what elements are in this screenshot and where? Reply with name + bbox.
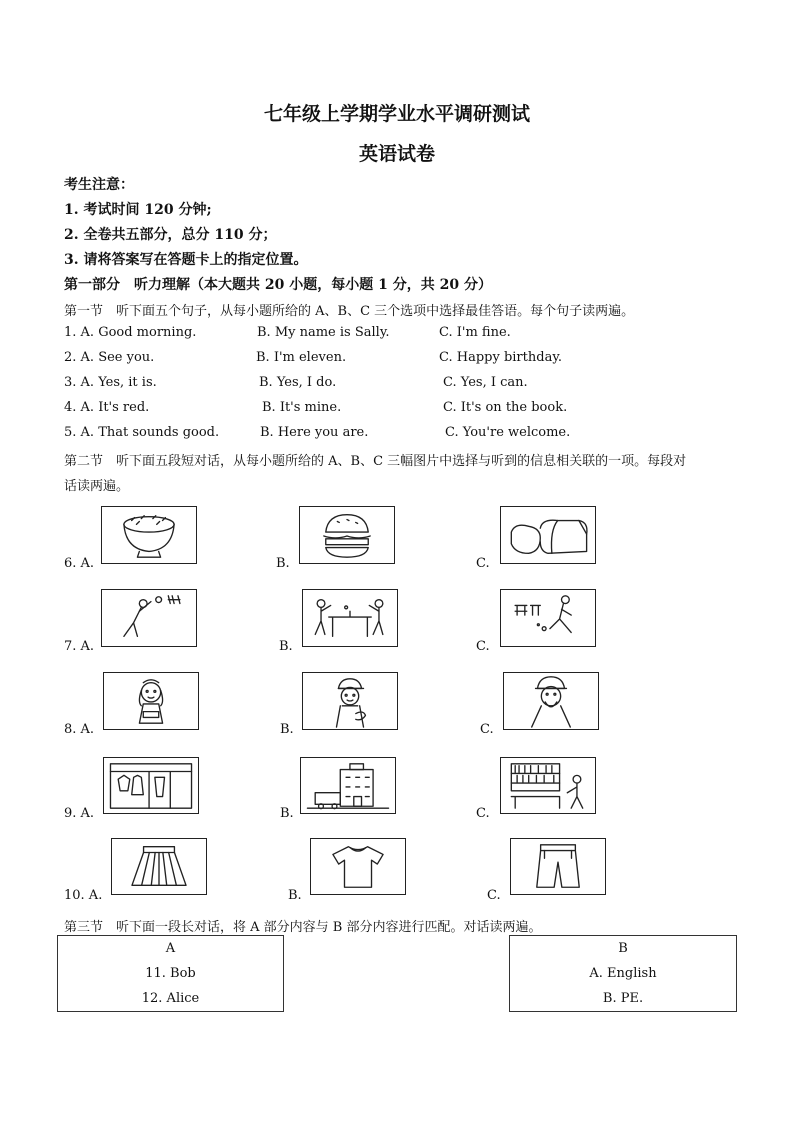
note-item: 2. 全卷共五部分，总分 110 分； [64, 227, 277, 243]
question-option-a: 2. A. See you. [64, 350, 155, 365]
table-cell: B. PE. [602, 991, 644, 1006]
section2-instruction: 第二节 听下面五段短对话，从每小题所给的 A、B、C 三幅图片中选择与听到的信息相关联的一项。每段对 [64, 454, 687, 469]
notes-heading: 考生注意： [64, 177, 134, 193]
question-option-c: C. Happy birthday. [439, 350, 563, 365]
library-icon [500, 757, 596, 814]
picture-option-c-label: C. [487, 888, 501, 903]
table-cell: 11. Bob [145, 966, 196, 981]
picture-option-a-label: 8. A. [64, 722, 95, 737]
picture-option-a-label: 6. A. [64, 556, 95, 571]
old-man-icon [503, 672, 599, 730]
part1-heading: 第一部分 听力理解（本大题共 20 小题，每小题 1 分，共 20 分） [64, 277, 492, 293]
picture-option-a-label: 9. A. [64, 806, 95, 821]
football-player-icon [500, 589, 596, 647]
pants-icon [510, 838, 606, 895]
section1-instruction: 第一节 听下面五个句子，从每小题所给的 A、B、C 三个选项中选择最佳答语。每个句子读两遍。 [64, 304, 635, 319]
picture-option-a-label: 10. A. [64, 888, 103, 903]
picture-option-b-label: B. [288, 888, 302, 903]
matching-table-a [57, 935, 284, 1012]
picture-option-b-label: B. [279, 639, 293, 654]
question-option-a: 4. A. It's red. [64, 400, 150, 415]
picture-option-c-label: C. [476, 806, 490, 821]
picture-option-c-label: C. [476, 556, 490, 571]
question-option-c: C. Yes, I can. [443, 375, 528, 390]
volleyball-player-icon [101, 589, 197, 647]
picture-option-a-label: 7. A. [64, 639, 95, 654]
school-building-icon [300, 757, 396, 814]
skirt-icon [111, 838, 207, 895]
ping-pong-players-icon [302, 589, 398, 647]
section2-instruction: 话读两遍。 [64, 479, 130, 494]
note-item: 3. 请将答案写在答题卡上的指定位置。 [64, 252, 308, 268]
table-header: B [618, 941, 628, 956]
page-subtitle: 英语试卷 [358, 143, 435, 165]
question-option-b: B. Here you are. [260, 425, 369, 440]
question-option-a: 1. A. Good morning. [64, 325, 197, 340]
picture-option-c-label: C. [476, 639, 490, 654]
picture-option-b-label: B. [280, 722, 294, 737]
question-option-c: C. It's on the book. [443, 400, 568, 415]
question-option-c: C. You're welcome. [445, 425, 571, 440]
page-title: 七年级上学期学业水平调研测试 [263, 103, 530, 125]
question-option-c: C. I'm fine. [439, 325, 511, 340]
note-item: 1. 考试时间 120 分钟; [64, 202, 212, 218]
picture-option-b-label: B. [276, 556, 290, 571]
picture-option-c-label: C. [480, 722, 494, 737]
question-option-a: 5. A. That sounds good. [64, 425, 220, 440]
question-option-b: B. It's mine. [262, 400, 342, 415]
bread-icon [500, 506, 596, 564]
clothes-store-icon [103, 757, 199, 814]
hamburger-icon [299, 506, 395, 564]
matching-table-b [509, 935, 737, 1012]
t-shirt-icon [310, 838, 406, 895]
question-option-a: 3. A. Yes, it is. [64, 375, 157, 390]
boy-with-cap-icon [302, 672, 398, 730]
girl-icon [103, 672, 199, 730]
section3-instruction: 第三节 听下面一段长对话，将 A 部分内容与 B 部分内容进行匹配。对话读两遍。 [64, 920, 542, 935]
picture-option-b-label: B. [280, 806, 294, 821]
table-cell: 12. Alice [141, 991, 200, 1006]
question-option-b: B. I'm eleven. [256, 350, 347, 365]
table-header: A [165, 941, 176, 956]
table-cell: A. English [589, 966, 657, 981]
rice-bowl-icon [101, 506, 197, 564]
question-option-b: B. My name is Sally. [257, 325, 390, 340]
question-option-b: B. Yes, I do. [259, 375, 337, 390]
